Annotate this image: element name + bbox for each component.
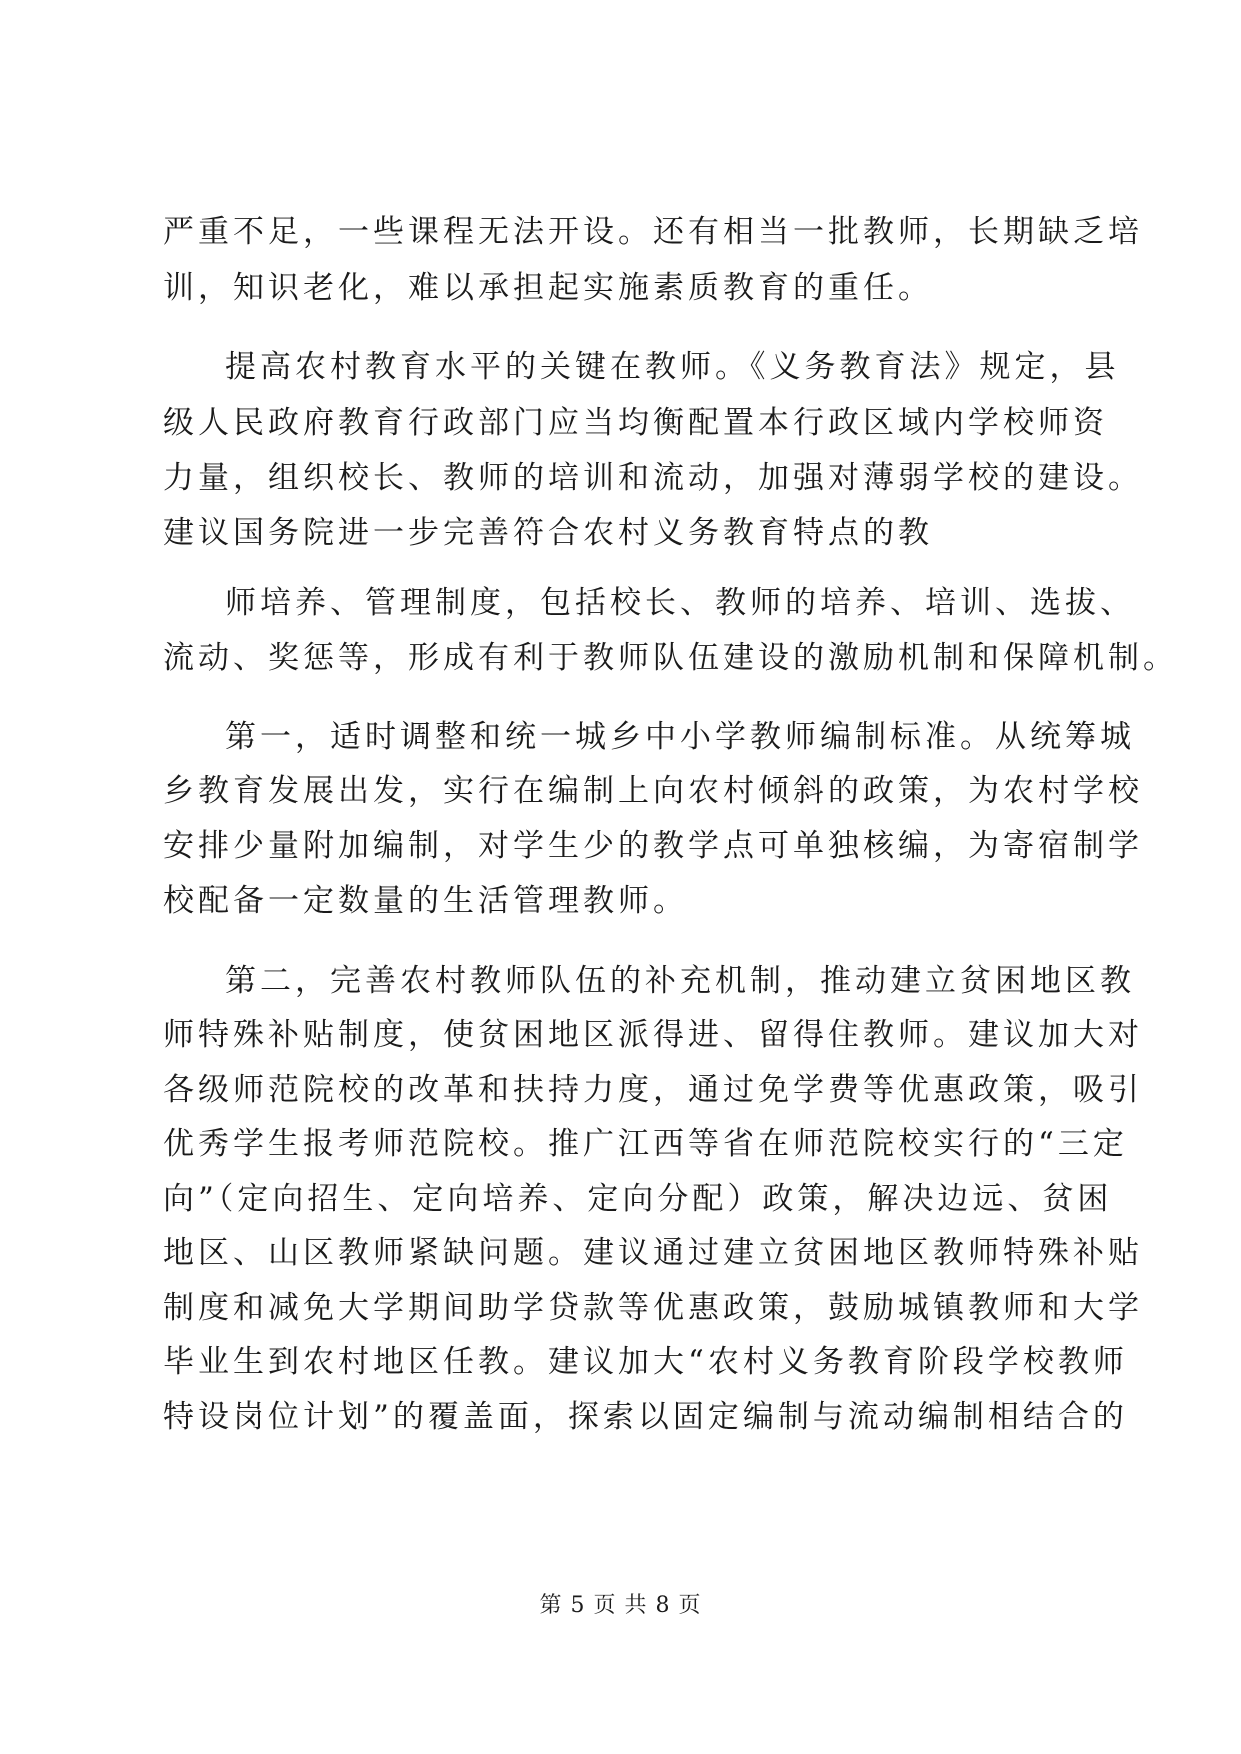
body-text-line: 优秀学生报考师范院校。推广江西等省在师范院校实行的“三定 xyxy=(163,1126,1128,1162)
body-text-line: 第二，完善农村教师队伍的补充机制，推动建立贫困地区教 xyxy=(225,963,1135,999)
body-text-line: 师特殊补贴制度，使贫困地区派得进、留得住教师。建议加大对 xyxy=(163,1017,1143,1053)
body-text-line: 严重不足，一些课程无法开设。还有相当一批教师，长期缺乏培 xyxy=(163,214,1143,250)
body-text-line: 流动、奖惩等，形成有利于教师队伍建设的激励机制和保障机制。 xyxy=(163,640,1178,676)
body-text-line: 提高农村教育水平的关键在教师。《义务教育法》规定，县 xyxy=(225,349,1120,385)
body-text-line: 级人民政府教育行政部门应当均衡配置本行政区域内学校师资 xyxy=(163,405,1108,441)
body-text-line: 第一，适时调整和统一城乡中小学教师编制标准。从统筹城 xyxy=(225,719,1135,755)
body-text-line: 训，知识老化，难以承担起实施素质教育的重任。 xyxy=(163,270,933,306)
body-text-line: 安排少量附加编制，对学生少的教学点可单独核编，为寄宿制学 xyxy=(163,828,1143,864)
body-text-line: 各级师范院校的改革和扶持力度，通过免学费等优惠政策，吸引 xyxy=(163,1072,1143,1108)
body-text-line: 毕业生到农村地区任教。建议加大“农村义务教育阶段学校教师 xyxy=(163,1344,1128,1380)
body-text-line: 向”（定向招生、定向培养、定向分配）政策，解决边远、贫困 xyxy=(163,1181,1113,1217)
body-text-line: 师培养、管理制度，包括校长、教师的培养、培训、选拔、 xyxy=(225,585,1135,621)
body-text-line: 制度和减免大学期间助学贷款等优惠政策，鼓励城镇教师和大学 xyxy=(163,1290,1143,1326)
body-text-line: 建议国务院进一步完善符合农村义务教育特点的教 xyxy=(163,515,933,551)
body-text-line: 乡教育发展出发，实行在编制上向农村倾斜的政策，为农村学校 xyxy=(163,773,1143,809)
body-text-line: 特设岗位计划”的覆盖面，探索以固定编制与流动编制相结合的 xyxy=(163,1399,1128,1435)
page-number-footer: 第 5 页 共 8 页 xyxy=(539,1593,702,1618)
body-text-line: 地区、山区教师紧缺问题。建议通过建立贫困地区教师特殊补贴 xyxy=(163,1235,1143,1271)
body-text-line: 校配备一定数量的生活管理教师。 xyxy=(163,883,688,919)
body-text-line: 力量，组织校长、教师的培训和流动，加强对薄弱学校的建设。 xyxy=(163,460,1143,496)
